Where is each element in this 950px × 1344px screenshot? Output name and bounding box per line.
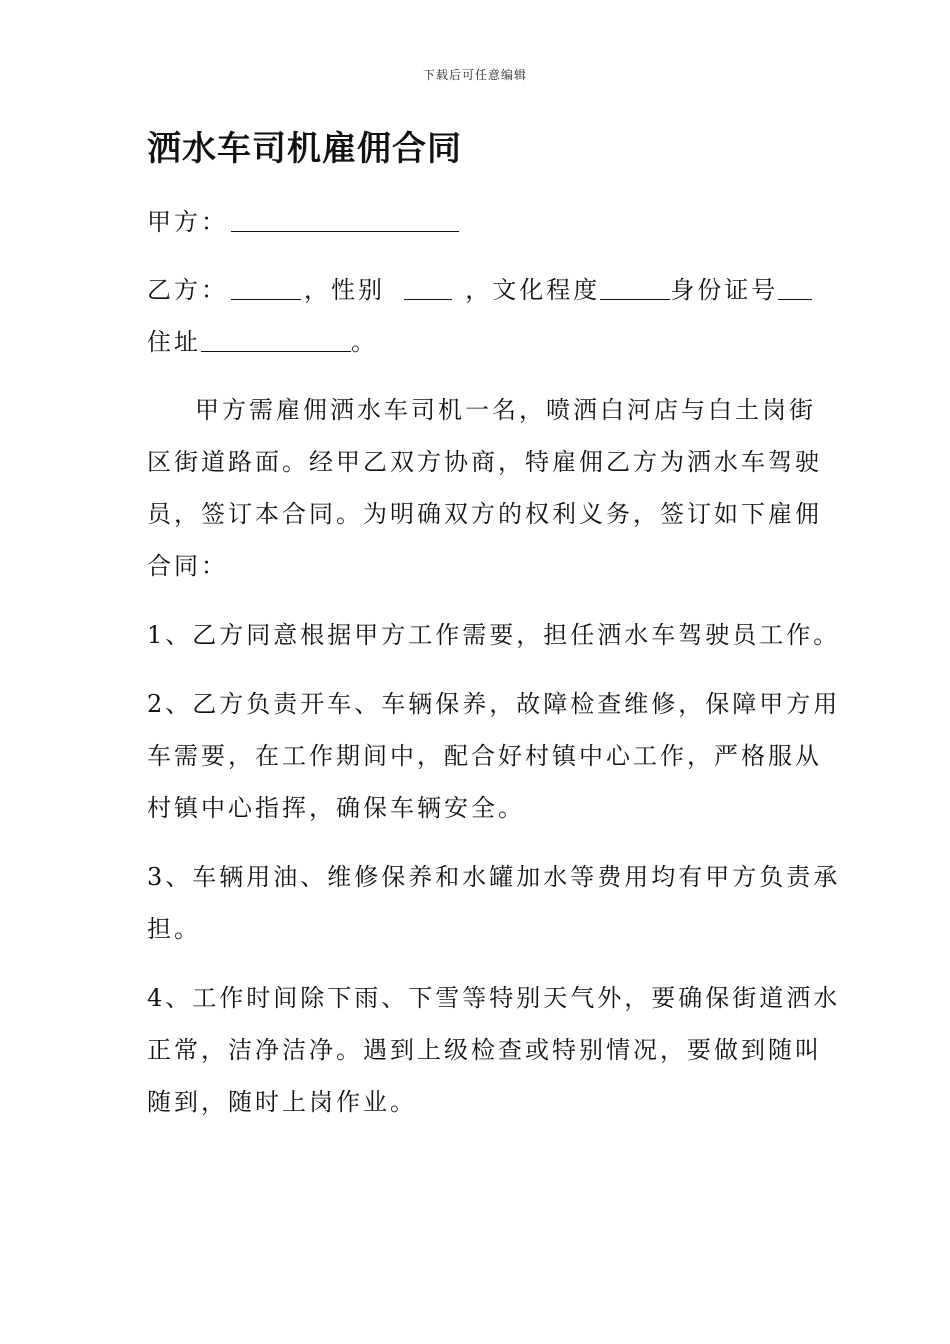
party-b-id-label: 身份证号 xyxy=(670,276,779,304)
party-b-education-blank xyxy=(600,269,670,300)
clause-line: 正常，洁净洁净。遇到上级检查或特别情况，要做到随叫 xyxy=(147,1036,822,1064)
party-b-id-blank xyxy=(778,269,812,300)
party-b-period: 。 xyxy=(351,328,378,356)
party-b-comma: ， xyxy=(465,276,493,304)
intro-paragraph xyxy=(147,384,822,592)
party-b-gender-label: ，性别 xyxy=(304,276,385,304)
intro-line: 区街道路面。经甲乙双方协商，特雇佣乙方为洒水车驾驶 xyxy=(147,448,822,476)
clause-line: 村镇中心指挥，确保车辆安全。 xyxy=(147,794,525,822)
document-title: 洒水车司机雇佣合同 xyxy=(147,129,462,169)
document-body xyxy=(147,196,841,1145)
party-b-label: 乙方： xyxy=(147,276,228,304)
party-b-address-blank xyxy=(201,321,351,352)
party-b-education-label: 文化程度 xyxy=(492,276,601,304)
clause-4 xyxy=(147,972,841,1128)
clause-line: 3、车辆用油、维修保养和水罐加水等费用均有甲方负责承 xyxy=(147,863,841,891)
header-note: 下载后可任意编辑 xyxy=(422,68,527,82)
clause-line: 2、乙方负责开车、车辆保养，故障检查维修，保障甲方用 xyxy=(147,690,841,718)
intro-line: 甲方需雇佣洒水车司机一名，喷洒白河店与白土岗街 xyxy=(195,396,816,424)
clause-line: 随到，随时上岗作业。 xyxy=(147,1088,417,1116)
clause-line: 1、乙方同意根据甲方工作需要，担任洒水车驾驶员工作。 xyxy=(147,621,841,649)
intro-line: 员，签订本合同。为明确双方的权利义务，签订如下雇佣 xyxy=(147,500,822,528)
party-a-blank xyxy=(231,201,459,232)
clause-line: 4、工作时间除下雨、下雪等特别天气外，要确保街道洒水 xyxy=(147,984,841,1012)
party-a-label: 甲方： xyxy=(147,208,228,236)
clause-3 xyxy=(147,851,841,955)
party-b-line xyxy=(147,264,807,316)
clause-line: 车需要，在工作期间中，配合好村镇中心工作，严格服从 xyxy=(147,742,822,770)
party-a-line xyxy=(147,196,807,248)
intro-line: 合同： xyxy=(147,552,228,580)
clause-1 xyxy=(147,609,841,661)
party-b-address-label: 住址 xyxy=(147,328,201,356)
party-b-name-blank xyxy=(231,269,301,300)
clause-2 xyxy=(147,678,841,834)
party-b-gender-blank xyxy=(404,269,452,300)
clause-line: 担。 xyxy=(147,915,201,943)
party-b-address-line xyxy=(147,316,807,368)
